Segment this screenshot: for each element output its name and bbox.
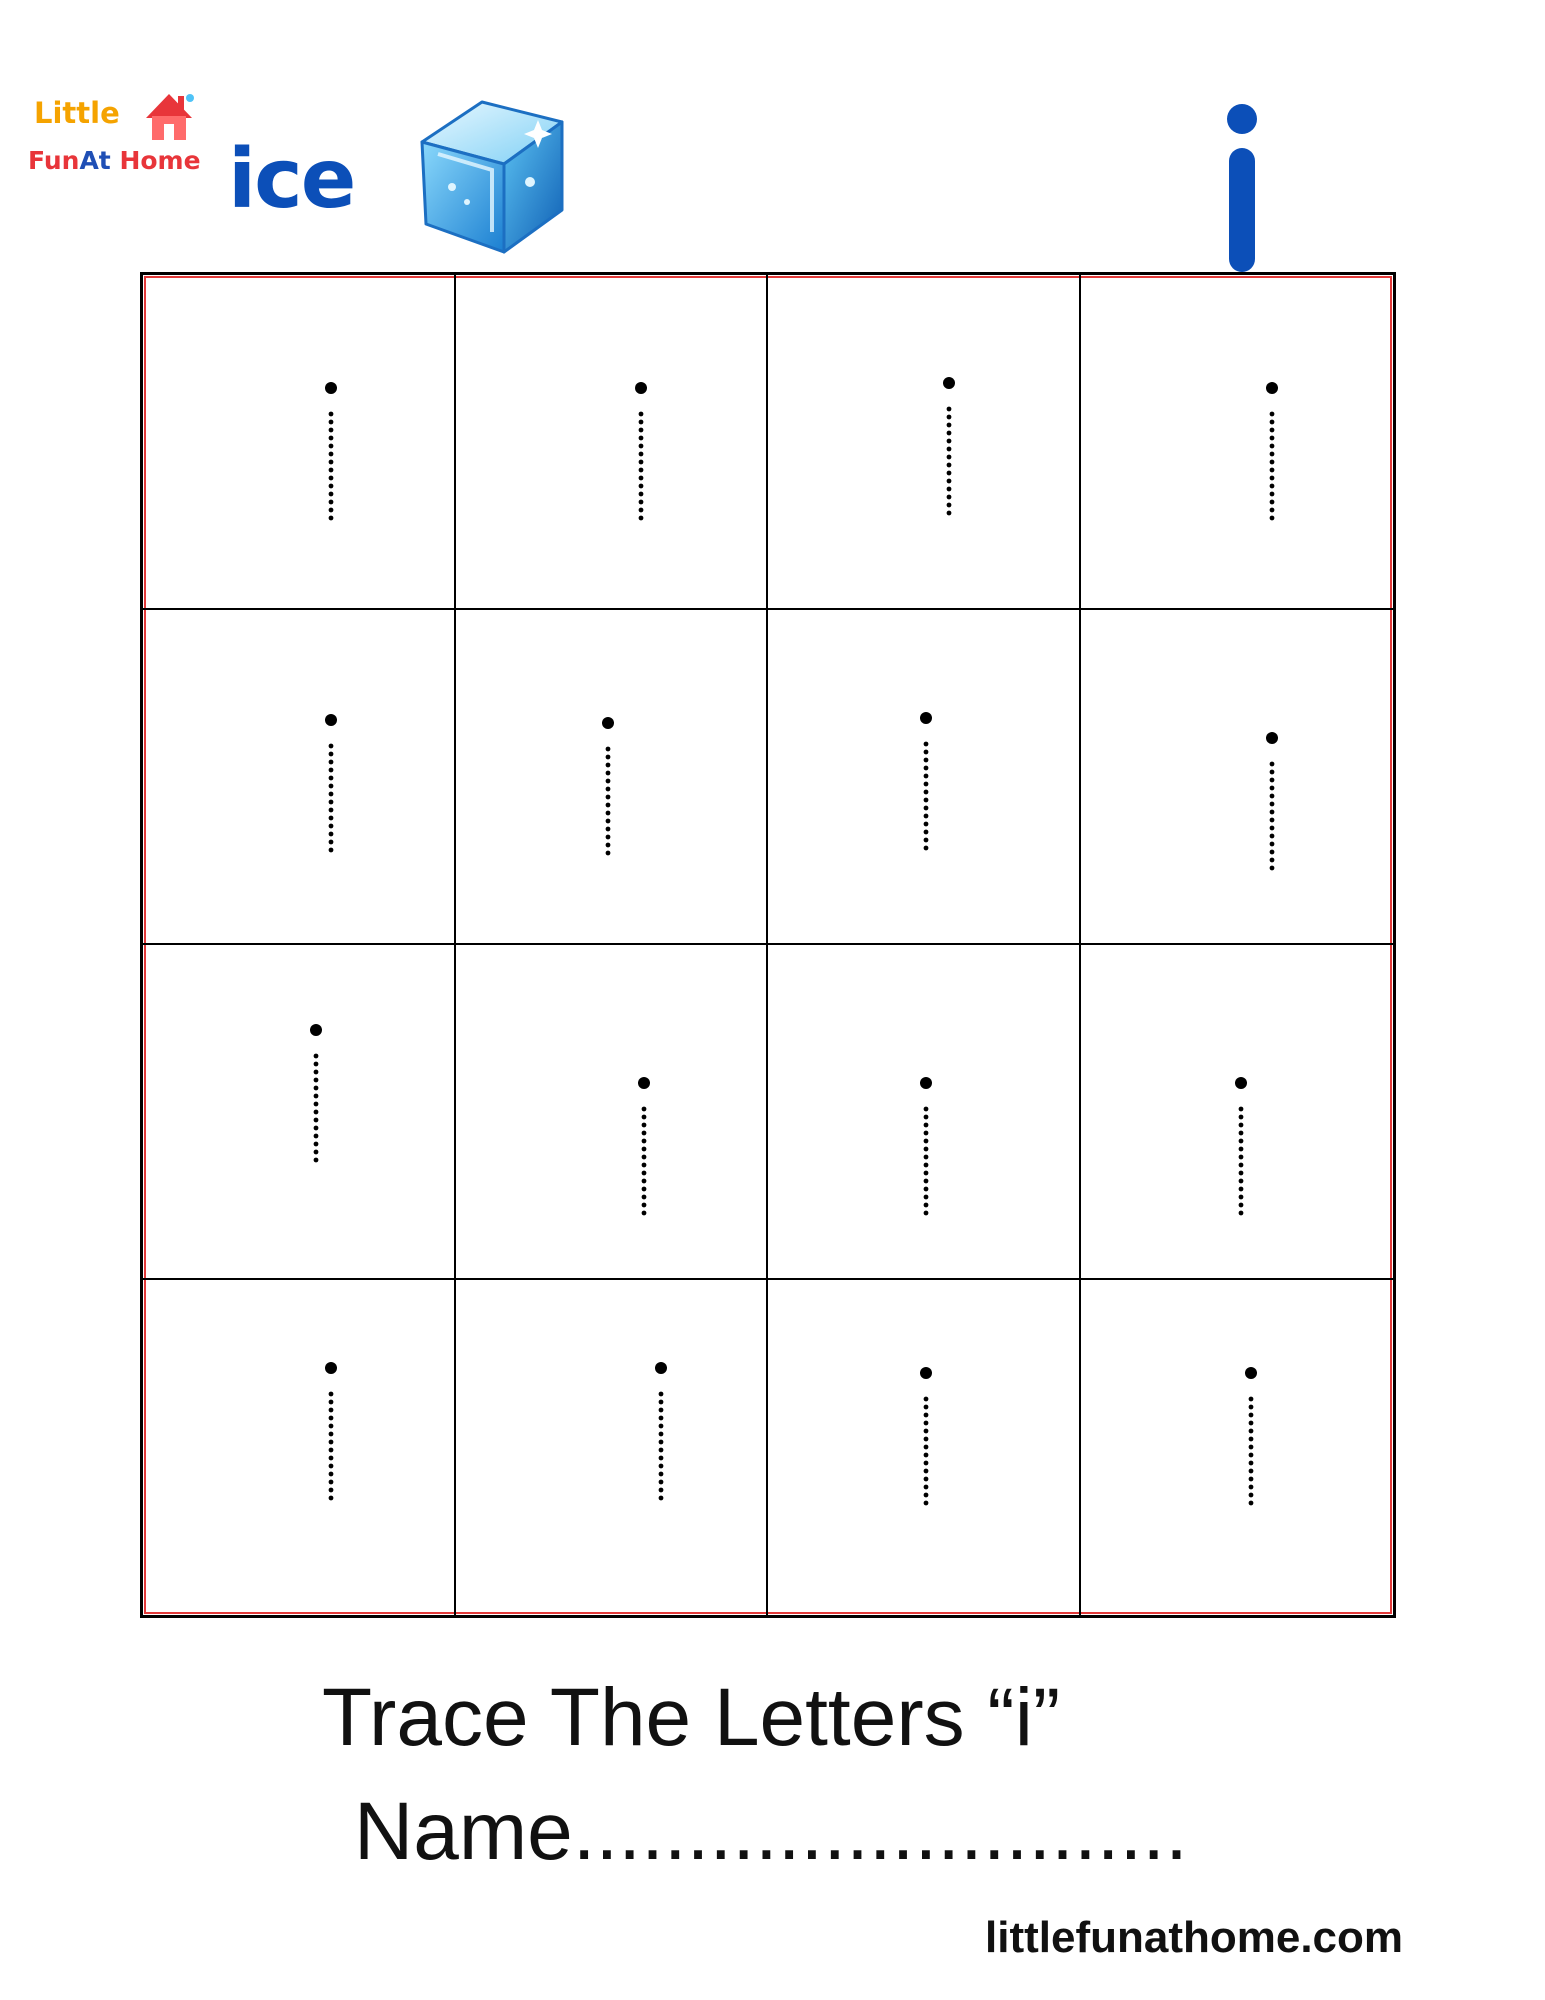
logo-text-home: Home [110, 146, 201, 175]
dotted-letter-i [321, 1360, 341, 1510]
dotted-letter-i [1241, 1365, 1261, 1515]
trace-cell[interactable] [456, 1280, 769, 1615]
dotted-letter-i [651, 1360, 671, 1510]
dotted-letter-i [939, 375, 959, 525]
brand-logo [26, 88, 216, 188]
trace-cell[interactable] [768, 1280, 1081, 1615]
trace-cell[interactable] [768, 945, 1081, 1280]
dotted-letter-i [321, 380, 341, 530]
logo-text-little: Little [34, 96, 120, 130]
house-icon [140, 88, 198, 144]
trace-cell[interactable] [143, 1280, 456, 1615]
trace-cell[interactable] [1081, 275, 1394, 610]
dotted-letter-i [321, 712, 341, 862]
trace-cell[interactable] [456, 945, 769, 1280]
ice-cube-icon [412, 92, 572, 262]
example-word: ice [228, 132, 355, 227]
instruction-heading: Trace The Letters “i” [322, 1672, 1061, 1763]
letter-i-graphic [1222, 104, 1262, 274]
tracing-grid [140, 272, 1396, 1618]
dotted-letter-i [634, 1075, 654, 1225]
dotted-letter-i [1262, 730, 1282, 880]
dotted-letter-i [631, 380, 651, 530]
website-url: littlefunathome.com [985, 1913, 1404, 1962]
dotted-letter-i [916, 1075, 936, 1225]
trace-cell[interactable] [143, 275, 456, 610]
trace-cell[interactable] [1081, 610, 1394, 945]
logo-text-at: At [79, 146, 111, 175]
dotted-letter-i [916, 1365, 936, 1515]
dotted-letter-i [916, 710, 936, 860]
name-field[interactable]: Name........................... [354, 1786, 1188, 1877]
logo-text-fun: Fun [28, 146, 80, 175]
dotted-letter-i [306, 1022, 326, 1172]
trace-cell[interactable] [143, 610, 456, 945]
dotted-letter-i [598, 715, 618, 865]
trace-cell[interactable] [1081, 1280, 1394, 1615]
dotted-letter-i [1231, 1075, 1251, 1225]
trace-cell[interactable] [143, 945, 456, 1280]
logo-text-funathome [28, 146, 201, 175]
trace-cell[interactable] [456, 275, 769, 610]
trace-cell[interactable] [1081, 945, 1394, 1280]
trace-cell[interactable] [768, 610, 1081, 945]
trace-cell[interactable] [768, 275, 1081, 610]
dotted-letter-i [1262, 380, 1282, 530]
trace-cell[interactable] [456, 610, 769, 945]
